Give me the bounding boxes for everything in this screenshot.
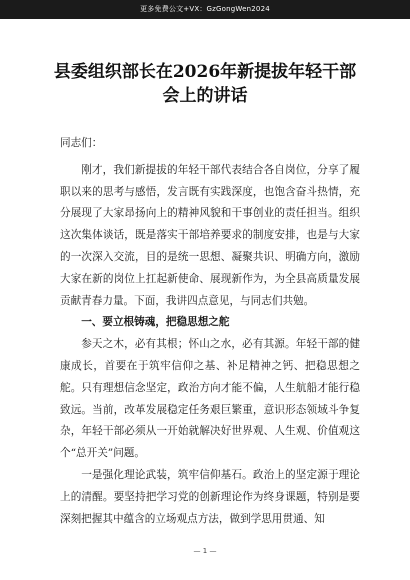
- section-heading: 一、要立根铸魂，把稳思想之舵: [81, 316, 230, 329]
- top-banner: [0, 0, 410, 19]
- salutation: 同志们：: [60, 137, 103, 149]
- body-paragraph: 刚才，我们新提拔的年轻干部代表结合各自岗位，分享了履职以来的思考与感悟，发言既有实践深度，也饱含奋斗热情，充分展现了大家昂扬向上的精神风貌和干事创业的责任担当。组织这次集体谈话，既是落实干部培养要求的制度安排，也是与大家的一次深入交流，目的是统一思想、凝聚共识、明确方向，激励大家在新的岗位上扛起新使命、展现新作为，为全县高质量发展贡献青春力量。下面，我讲四点意见，与同志们共勉。: [60, 163, 360, 307]
- document-title: 县委组织部长在2026年新提拔年轻干部会上的讲话: [53, 62, 357, 106]
- body-paragraph: 一是强化理论武装，筑牢信仰基石。政治上的坚定源于理论上的清醒。要坚持把学习党的创新理论作为终身课题，特别是要深刻把握其中蕴含的立场观点方法，做到学思用贯通、知: [60, 468, 360, 525]
- banner-text: 更多免费公文+VX：GzGongWen2024: [140, 5, 270, 13]
- page-number: — 1 —: [193, 547, 217, 555]
- body-paragraph: 参天之木，必有其根；怀山之水，必有其源。年轻干部的健康成长，首要在于筑牢信仰之基、补足精神之钙、把稳思想之舵。只有理想信念坚定，政治方向才能不偏，人生航船才能行稳致远。当前，改革发展稳定任务艰巨繁重，意识形态领域斗争复杂，年轻干部必须从一开始就解决好世界观、人生观、价值观这个“总开关”问题。: [60, 338, 360, 460]
- document-body: [60, 133, 360, 530]
